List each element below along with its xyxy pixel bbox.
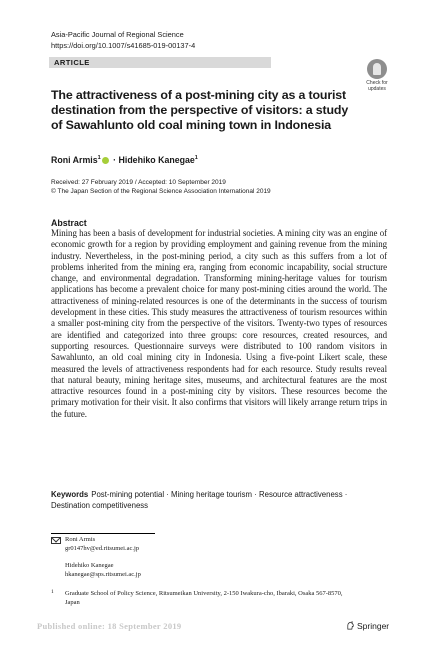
affiliation-text: Graduate School of Policy Science, Ritsumeikan University, 2-150 Iwakura-cho, Ibaraki, Osaka 567-8570, Japan (65, 590, 343, 606)
copyright-notice: © The Japan Section of the Regional Science Association International 2019 (51, 188, 271, 195)
article-type-label: ARTICLE (54, 58, 90, 67)
check-for-updates-label (362, 80, 392, 92)
journal-name: Asia-Pacific Journal of Regional Science (51, 30, 184, 39)
springer-logo (346, 621, 389, 632)
keywords (51, 490, 351, 511)
check-for-updates-line2: updates (368, 86, 386, 92)
affiliation-number: 1 (51, 589, 54, 595)
coauthor-name: Hidehiko Kanegae (65, 562, 114, 569)
abstract-body: Mining has been a basis of development for industrial societies. A mining city was an engine of economic growth for a region by providing employment and gaining revenue from the mining industry. Nevertheless, in the post-mining period, a city such as this suffers from a lot of problems inherited from the mining era, ranging from economic incapability, social structure change, and environmental degradation. Transforming mining-heritage values for tourism applications has become a prevalent choice for many post-mining cities around the world. The attractiveness of mining-related resources is one of the determinants in the success of tourism development in these cities. This study measures the attractiveness of tourism resources within a smaller post-mining city from the perspective of the visitors. Twenty-two types of resources are identified and categorized into three groups: core resources, created resources, and supporting resources. Questionnaire surveys were distributed to 100 random visitors in Sawahlunto, an old coal mining city in Indonesia. Using a five-point Likert scale, these measured the levels of attractiveness respondents had for each resource. Study results reveal that natural beauty, mining heritage sites, museums, and architectural features are the most attractive resources found in a post-mining city by visitors. These resources become the primary motivation for their visit. It also confirms that visitors will likely arrange return trips in the future. (51, 228, 387, 419)
springer-horse-icon (346, 621, 355, 630)
keywords-text: Post-mining potential · Mining heritage tourism · Resource attractiveness · Destination competitiveness (51, 490, 348, 510)
envelope-icon (51, 537, 61, 544)
coauthor-email[interactable]: hkanegae@sps.ritsumei.ac.jp (65, 571, 141, 578)
corresponding-author-email[interactable]: gr0147hv@ed.ritsumei.ac.jp (65, 545, 140, 552)
keywords-label: Keywords (51, 490, 89, 499)
footnote-divider (51, 533, 155, 534)
check-for-updates-badge[interactable] (362, 59, 392, 92)
doi-link[interactable]: https://doi.org/10.1007/s41685-019-00137-4 (51, 41, 196, 50)
check-for-updates-icon (367, 59, 387, 79)
orcid-icon[interactable] (102, 157, 109, 164)
author-name[interactable]: Roni Armis (51, 154, 98, 165)
received-accepted-dates: Received: 27 February 2019 / Accepted: 10 September 2019 (51, 179, 226, 186)
author-affiliation-sup: 1 (97, 155, 101, 161)
corresponding-author-name: Roni Armis (65, 536, 96, 543)
author-affiliation-sup: 1 (194, 155, 198, 161)
author-line (51, 152, 198, 166)
author-separator: · (113, 154, 117, 165)
abstract-heading: Abstract (51, 218, 87, 228)
published-online-date: Published online: 18 September 2019 (37, 621, 182, 631)
paper-title: The attractiveness of a post-mining city as a tourist destination from the perspective of visitors: a study of Sawahlunto old coal mining town in Indonesia (51, 88, 349, 132)
check-for-updates-line1: Check for (366, 80, 388, 86)
springer-wordmark: Springer (357, 621, 390, 631)
author-name[interactable]: Hidehiko Kanegae (118, 154, 195, 165)
